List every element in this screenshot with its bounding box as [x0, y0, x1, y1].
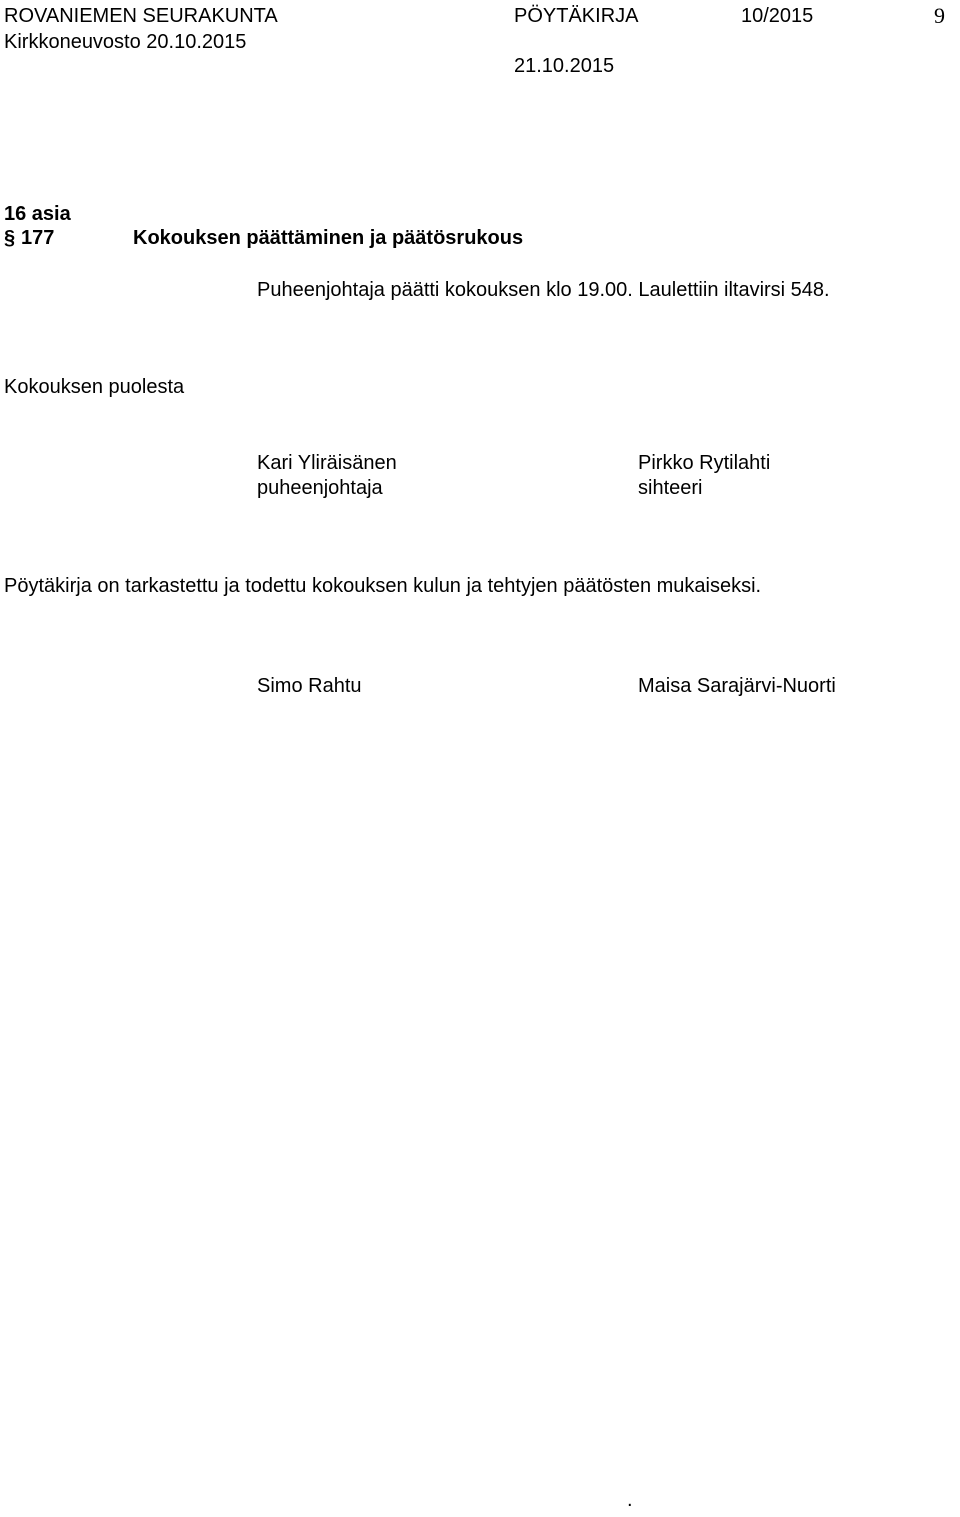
document-type: PÖYTÄKIRJA: [514, 5, 639, 27]
document-number: 10/2015: [741, 5, 814, 27]
chair-name: Kari Yliräisänen: [257, 452, 397, 474]
secretary-role: sihteeri: [638, 477, 703, 499]
verifier-2-name: Maisa Sarajärvi-Nuorti: [638, 675, 836, 697]
footer-mark: .: [627, 1489, 633, 1511]
section-symbol: §: [4, 227, 16, 249]
secretary-name: Pirkko Rytilahti: [638, 452, 771, 474]
agenda-item-label: 16 asia: [4, 203, 71, 225]
meeting-body-date: Kirkkoneuvosto 20.10.2015: [4, 31, 247, 53]
organization-name: ROVANIEMEN SEURAKUNTA: [4, 5, 278, 27]
on-behalf-label: Kokouksen puolesta: [4, 376, 185, 398]
page-number: 9: [934, 3, 945, 28]
decision-text: Puheenjohtaja päätti kokouksen klo 19.00. Laulettiin iltavirsi 548.: [257, 279, 830, 301]
verification-text: Pöytäkirja on tarkastettu ja todettu kokouksen kulun ja tehtyjen päätösten mukaiseksi.: [4, 575, 762, 597]
chair-role: puheenjohtaja: [257, 477, 383, 499]
verifier-1-name: Simo Rahtu: [257, 675, 362, 697]
section-number: 177: [21, 227, 55, 249]
section-title: Kokouksen päättäminen ja päätösrukous: [133, 227, 524, 249]
issue-date: 21.10.2015: [514, 55, 615, 77]
